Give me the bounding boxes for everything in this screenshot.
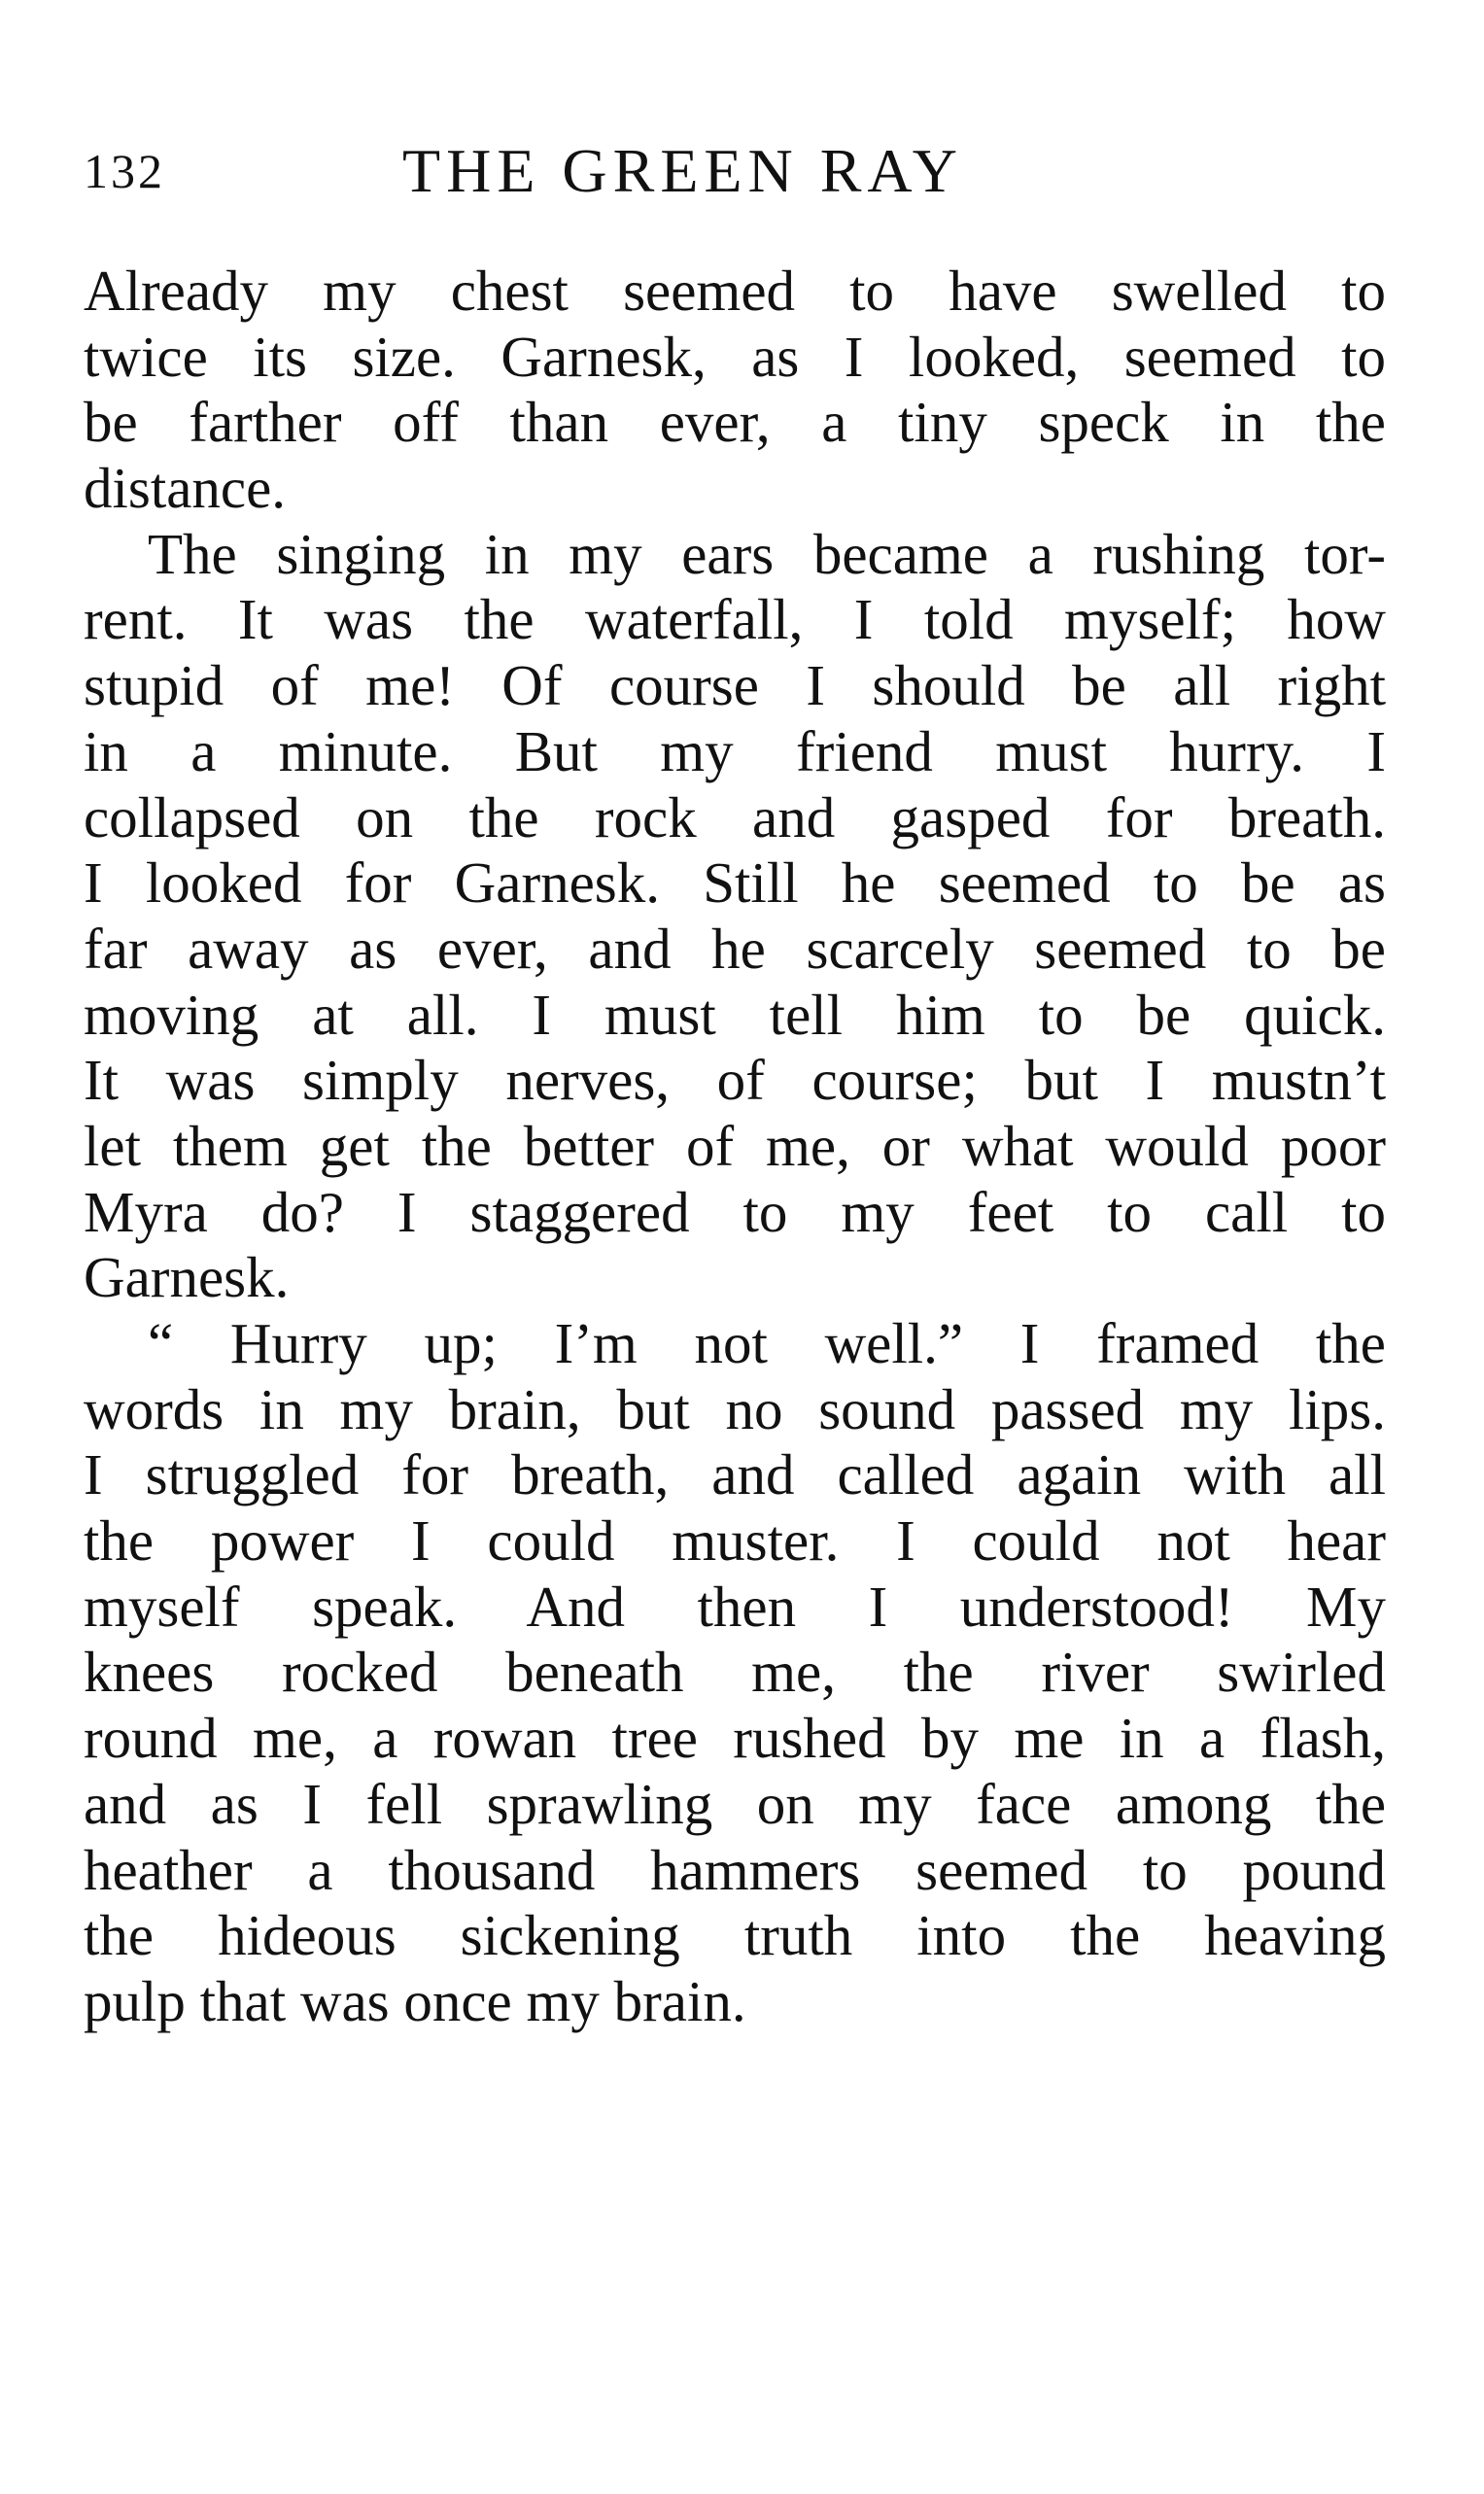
text-line: twice its size. Garnesk, as I looked, seemed to [84, 324, 1386, 389]
text-line: distance. [84, 456, 287, 521]
text-line: Garnesk. [84, 1245, 290, 1310]
text-line: stupid of me! Of course I should be all right [84, 653, 1386, 718]
text-line: It was simply nerves, of course; but I mustn’t [84, 1048, 1386, 1113]
text-line: rent. It was the waterfall, I told myself; how [84, 587, 1386, 652]
text-line: words in my brain, but no sound passed my lips. [84, 1376, 1386, 1441]
text-line: Already my chest seemed to have swelled to [84, 259, 1386, 323]
text-line: and as I fell sprawling on my face among the [84, 1771, 1386, 1836]
text-line: far away as ever, and he scarcely seemed to be [84, 916, 1386, 981]
text-line: I struggled for breath, and called again with all [84, 1442, 1386, 1507]
text-line: be farther off than ever, a tiny speck in the [84, 390, 1386, 455]
text-line: let them get the better of me, or what would poor [84, 1113, 1386, 1178]
body-text [84, 259, 1386, 2035]
text-line: moving at all. I must tell him to be quick. [84, 982, 1386, 1047]
text-line: knees rocked beneath me, the river swirled [84, 1640, 1386, 1705]
text-line: the power I could muster. I could not hear [84, 1508, 1386, 1574]
text-line: in a minute. But my friend must hurry. I [84, 718, 1386, 783]
text-line: The singing in my ears became a rushing tor- [148, 521, 1386, 586]
text-line: pulp that was once my brain. [84, 1968, 746, 2033]
text-line: the hideous sickening truth into the heaving [84, 1903, 1386, 1968]
text-line: I looked for Garnesk. Still he seemed to be as [84, 850, 1386, 916]
running-head [84, 132, 1386, 210]
text-line: heather a thousand hammers seemed to pound [84, 1837, 1386, 1902]
text-line: myself speak. And then I understood! My [84, 1574, 1386, 1639]
text-line: Myra do? I staggered to my feet to call to [84, 1179, 1386, 1244]
page-number: 132 [84, 144, 165, 198]
text-line: collapsed on the rock and gasped for breath. [84, 784, 1386, 849]
running-title: THE GREEN RAY [402, 136, 963, 205]
text-line: “ Hurry up; I’m not well.” I framed the [148, 1311, 1386, 1375]
text-line: round me, a rowan tree rushed by me in a flash, [84, 1706, 1386, 1771]
